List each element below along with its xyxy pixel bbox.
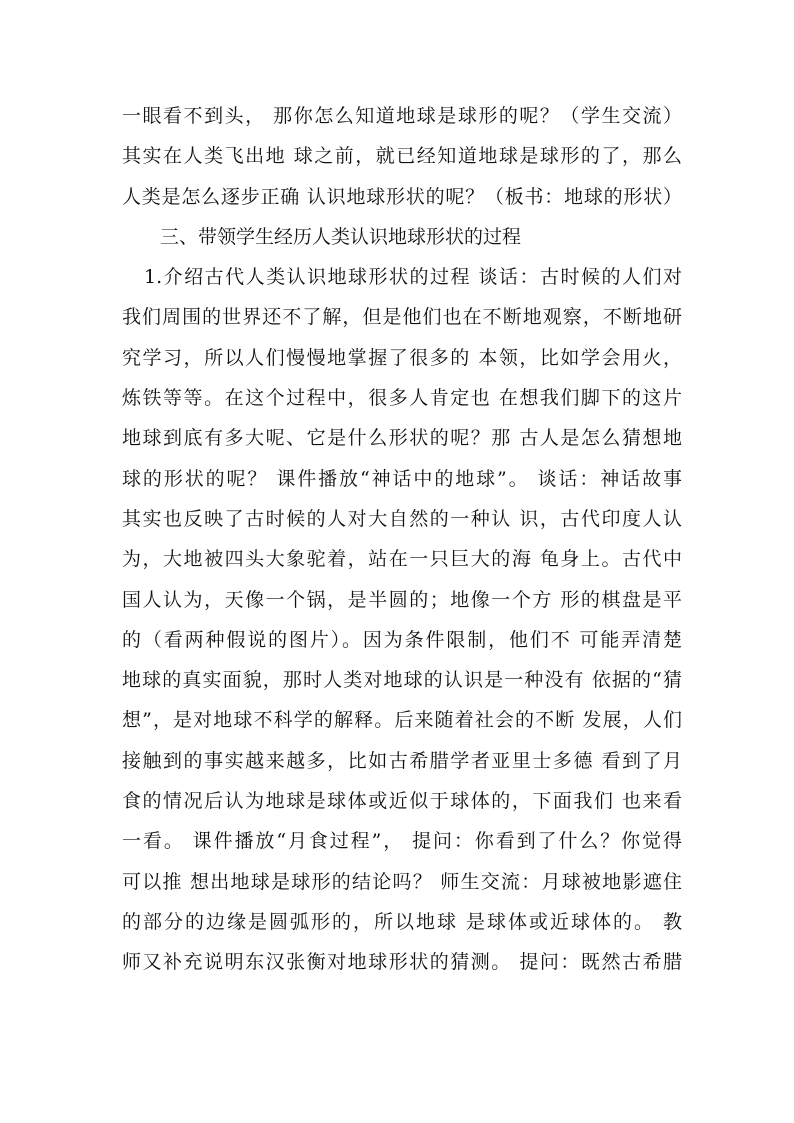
text-line: 食的情况后认为地球是球体或近似于球体的，下面我们 也来看 bbox=[122, 790, 682, 813]
text-line: 1.介绍古代人类认识地球形状的过程 谈话：古时候的人们对 bbox=[144, 266, 682, 289]
text-line: 我们周围的世界还不了解，但是他们也在不断地观察，不断地研 bbox=[122, 306, 682, 329]
text-line: 地球的真实面貌，那时人类对地球的认识是一种没有 依据的“猜 bbox=[122, 669, 682, 692]
text-line: 的部分的边缘是圆弧形的，所以地球 是球体或近球体的。 教 bbox=[122, 910, 682, 933]
text-line: 炼铁等等。在这个过程中，很多人肯定也 在想我们脚下的这片 bbox=[122, 387, 682, 410]
text-line: 一眼看不到头， 那你怎么知道地球是球形的呢？（学生交流） bbox=[122, 105, 682, 127]
text-line: 究学习，所以人们慢慢地掌握了很多的 本领，比如学会用火， bbox=[122, 346, 682, 369]
section-heading: 三、带领学生经历人类认识地球形状的过程 bbox=[160, 225, 522, 248]
text-line: 国人认为，天像一个锅，是半圆的；地像一个方 形的棋盘是平 bbox=[122, 588, 682, 611]
text-line: 接触到的事实越来越多，比如古希腊学者亚里士多德 看到了月 bbox=[122, 749, 682, 772]
text-line: 师又补充说明东汉张衡对地球形状的猜测。 提问：既然古希腊 bbox=[122, 951, 682, 974]
text-line: 为，大地被四头大象驼着，站在一只巨大的海 龟身上。古代中 bbox=[122, 548, 682, 571]
text-line: 想”，是对地球不科学的解释。后来随着社会的不断 发展，人们 bbox=[122, 709, 682, 732]
text-line: 的（看两种假说的图片）。因为条件限制，他们不 可能弄清楚 bbox=[122, 628, 682, 651]
text-line: 一看。 课件播放“月食过程”， 提问：你看到了什么？你觉得 bbox=[122, 830, 682, 853]
document-body bbox=[122, 96, 682, 983]
text-line: 可以推 想出地球是球形的结论吗？ 师生交流：月球被地影遮住 bbox=[122, 870, 682, 893]
text-line: 人类是怎么逐步正确 认识地球形状的呢？（板书：地球的形状） bbox=[122, 185, 682, 208]
text-line: 地球到底有多大呢、它是什么形状的呢？那 古人是怎么猜想地 bbox=[122, 427, 682, 450]
text-line: 球的形状的呢？ 课件播放“神话中的地球”。 谈话：神话故事 bbox=[122, 467, 682, 490]
text-line: 其实在人类飞出地 球之前，就已经知道地球是球形的了，那么 bbox=[122, 145, 682, 168]
text-line: 其实也反映了古时候的人对大自然的一种认 识，古代印度人认 bbox=[122, 507, 682, 530]
